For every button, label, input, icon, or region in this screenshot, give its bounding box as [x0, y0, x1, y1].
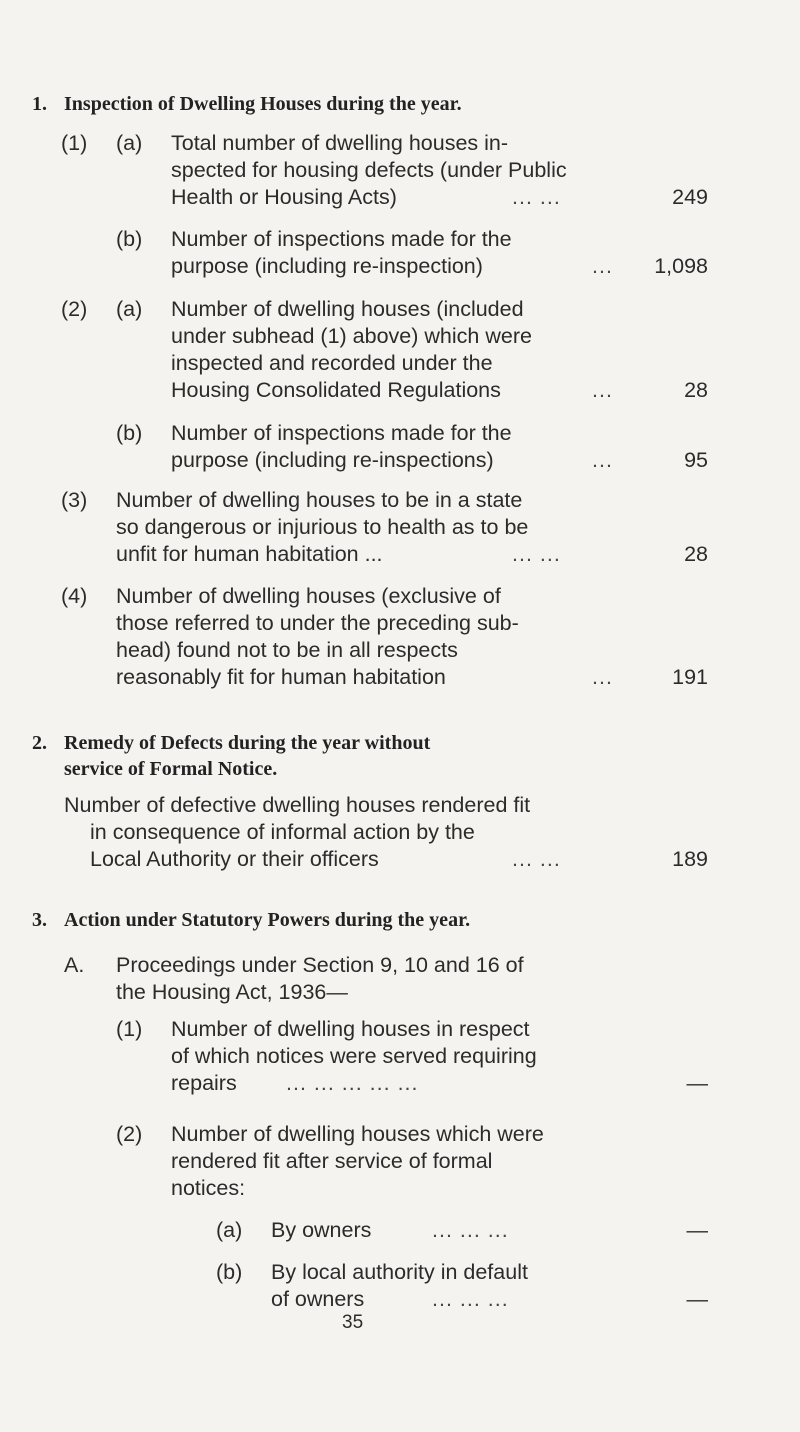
item-4-text-line: reasonably fit for human habitation	[116, 665, 446, 689]
leader-dots: ... ...	[512, 185, 561, 209]
item-4-text-line: Number of dwelling houses (exclusive of	[116, 584, 501, 608]
item-2b-label: (b)	[116, 421, 143, 445]
item-1b-value: 1,098	[654, 254, 708, 278]
section-3-item-2b-value: —	[686, 1287, 708, 1311]
item-4-text-line: head) found not to be in all respects	[116, 638, 458, 662]
section-2-text-line: Number of defective dwelling houses rendered fit	[64, 793, 531, 817]
item-3-value: 28	[684, 542, 708, 566]
section-3-item-1-text-line: Number of dwelling houses in respect	[171, 1017, 530, 1041]
section-2-text-line: in consequence of informal action by the	[90, 820, 475, 844]
section-3-heading: Action under Statutory Powers during the year.	[64, 909, 471, 931]
item-2-number: (2)	[61, 297, 88, 321]
section-2-text-line: Local Authority or their officers	[90, 847, 379, 871]
section-3-item-1-number: (1)	[116, 1017, 143, 1041]
section-2-heading-line: service of Formal Notice.	[64, 758, 278, 780]
section-2-heading-line: Remedy of Defects during the year without	[64, 732, 431, 754]
leader-dots: ...	[592, 448, 613, 472]
item-3-text-line: unfit for human habitation ...	[116, 542, 383, 566]
item-2b-text-line: purpose (including re-inspections)	[171, 448, 494, 472]
item-1a-text-line: Health or Housing Acts)	[171, 185, 397, 209]
section-3-item-2a-label: (a)	[216, 1218, 243, 1242]
page-number: 35	[342, 1312, 364, 1333]
section-3-item-2-number: (2)	[116, 1122, 143, 1146]
leader-dots: ...	[592, 665, 613, 689]
item-4-value: 191	[672, 665, 708, 689]
item-3-number: (3)	[61, 488, 88, 512]
leader-dots: ... ...	[512, 847, 561, 871]
leader-dots: ...	[592, 378, 613, 402]
leader-dots: ... ...	[512, 542, 561, 566]
leader-dots: ... ... ...	[432, 1218, 509, 1242]
item-2a-text-line: inspected and recorded under the	[171, 351, 493, 375]
item-1-number: (1)	[61, 131, 88, 155]
section-3-item-1-value: —	[686, 1071, 708, 1095]
section-3-item-2-text-line: notices:	[171, 1176, 246, 1200]
section-1-number: 1.	[32, 93, 47, 115]
section-3-item-2-text-line: Number of dwelling houses which were	[171, 1122, 544, 1146]
section-3-number: 3.	[32, 909, 47, 931]
item-2a-text-line: Number of dwelling houses (included	[171, 297, 524, 321]
item-2a-text-line: under subhead (1) above) which were	[171, 324, 532, 348]
section-3-item-1-text-line: repairs	[171, 1071, 237, 1095]
section-3-item-2-text-line: rendered fit after service of formal	[171, 1149, 493, 1173]
section-3-item-2b-text-line: of owners	[271, 1287, 365, 1311]
item-3-text-line: so dangerous or injurious to health as to be	[116, 515, 529, 539]
item-4-text-line: those referred to under the preceding sub-	[116, 611, 519, 635]
leader-dots: ...	[592, 254, 613, 278]
item-1b-text-line: Number of inspections made for the	[171, 227, 512, 251]
section-1-heading: Inspection of Dwelling Houses during the year.	[64, 93, 462, 115]
item-1b-label: (b)	[116, 227, 143, 251]
section-3a-text-line: the Housing Act, 1936—	[116, 980, 348, 1004]
item-4-number: (4)	[61, 584, 88, 608]
leader-dots: ... ... ...	[432, 1287, 509, 1311]
item-2b-text-line: Number of inspections made for the	[171, 421, 512, 445]
section-3-item-2b-text-line: By local authority in default	[271, 1260, 528, 1284]
section-3-item-2a-value: —	[686, 1218, 708, 1242]
item-1b-text-line: purpose (including re-inspection)	[171, 254, 483, 278]
item-1a-value: 249	[672, 185, 708, 209]
section-2-value: 189	[672, 847, 708, 871]
section-3-item-1-text-line: of which notices were served requiring	[171, 1044, 537, 1068]
item-2a-value: 28	[684, 378, 708, 402]
item-2a-text-line: Housing Consolidated Regulations	[171, 378, 501, 402]
item-2b-value: 95	[684, 448, 708, 472]
section-3a-label: A.	[64, 953, 85, 977]
section-3a-text-line: Proceedings under Section 9, 10 and 16 of	[116, 953, 524, 977]
section-2-number: 2.	[32, 732, 47, 754]
section-3-item-2b-label: (b)	[216, 1260, 243, 1284]
item-2a-label: (a)	[116, 297, 143, 321]
item-1a-text-line: Total number of dwelling houses in-	[171, 131, 509, 155]
item-1a-label: (a)	[116, 131, 143, 155]
section-3-item-2a-text: By owners	[271, 1218, 372, 1242]
leader-dots: ... ... ... ... ...	[286, 1071, 419, 1095]
item-3-text-line: Number of dwelling houses to be in a state	[116, 488, 523, 512]
item-1a-text-line: spected for housing defects (under Public	[171, 158, 567, 182]
